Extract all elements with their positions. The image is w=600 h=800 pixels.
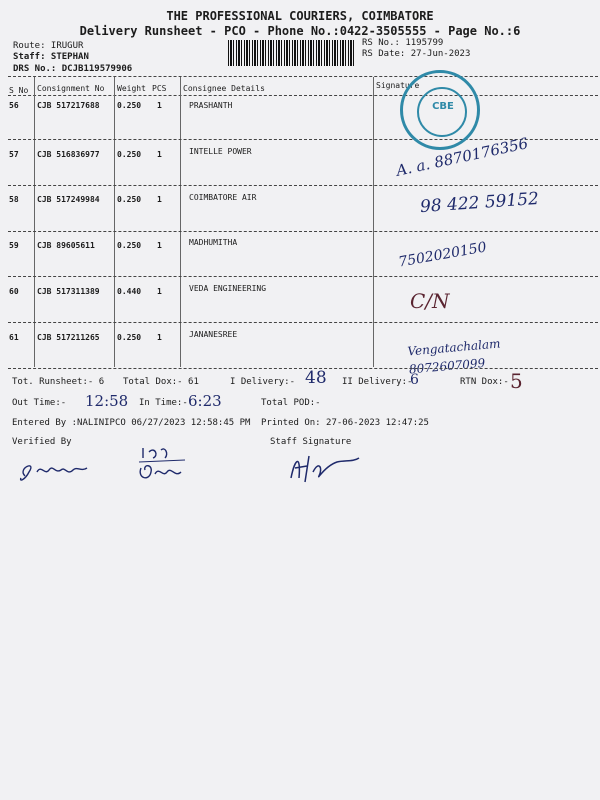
row-consignment: CJB 517211265 [37, 333, 100, 342]
row-weight: 0.440 [117, 287, 142, 296]
entered-by: Entered By :NALINIPCO 06/27/2023 12:58:45 PM [12, 418, 251, 428]
verifier-signature [15, 448, 105, 488]
in-time-label: In Time:- [139, 398, 188, 408]
staff-signature-label: Staff Signature [270, 437, 352, 447]
row-pcs: 1 [157, 150, 162, 159]
row-signature: C/N [410, 289, 450, 313]
i-delivery-value: 48 [305, 368, 327, 388]
row-pcs: 1 [157, 241, 162, 250]
verified-by-label: Verified By [12, 437, 72, 447]
row-consignment: CJB 517217688 [37, 101, 100, 110]
col-pcs: PCS [152, 84, 167, 93]
row-rule [8, 322, 598, 323]
total-dox: Total Dox:- 61 [123, 377, 199, 387]
in-time-value: 6:23 [188, 392, 222, 410]
row-signature: 98 422 59152 [419, 188, 540, 218]
row-weight: 0.250 [117, 150, 142, 159]
rs-date: RS Date: 27-Jun-2023 [362, 49, 471, 59]
ii-delivery-value: 6 [410, 372, 419, 388]
total-runsheet: Tot. Runsheet:- 6 [12, 377, 105, 387]
row-consignment: CJB 517249984 [37, 195, 100, 204]
row-sno: 61 [9, 333, 19, 342]
i-delivery-label: I Delivery:- [230, 377, 296, 387]
row-weight: 0.250 [117, 333, 142, 342]
row-pcs: 1 [157, 101, 162, 110]
total-pod: Total POD:- [261, 398, 321, 408]
document-subtitle: Delivery Runsheet - PCO - Phone No.:0422-3505555 - Page No.:6 [79, 24, 521, 38]
row-consignment: CJB 517311389 [37, 287, 100, 296]
col-signature: Signature [376, 81, 420, 90]
row-sno: 60 [9, 287, 19, 296]
row-sno: 57 [9, 150, 19, 159]
drs-number: DRS No.: DCJB119579906 [13, 64, 133, 74]
row-weight: 0.250 [117, 101, 142, 110]
row-consignee: INTELLE POWER [189, 147, 252, 156]
rtn-dox-label: RTN Dox:- [460, 377, 509, 387]
barcode [228, 40, 356, 66]
staff-label: Staff: STEPHAN [13, 52, 89, 62]
row-consignee: COIMBATORE AIR [189, 193, 257, 202]
row-consignment: CJB 516836977 [37, 150, 100, 159]
row-sno: 56 [9, 101, 19, 110]
row-sno: 58 [9, 195, 19, 204]
row-pcs: 1 [157, 287, 162, 296]
row-consignee: MADHUMITHA [189, 238, 238, 247]
col-divider [180, 77, 181, 367]
row-signature: A. a. 8870176356 [394, 134, 530, 180]
route-label: Route: IRUGUR [13, 41, 84, 51]
stamp-text: CBE [432, 101, 454, 112]
out-time-label: Out Time:- [12, 398, 67, 408]
row-consignee: VEDA ENGINEERING [189, 284, 267, 293]
ii-delivery-label: II Delivery:- [342, 377, 413, 387]
row-rule [8, 276, 598, 277]
rs-number: RS No.: 1195799 [362, 38, 444, 48]
col-sno: S No [9, 86, 29, 95]
row-rule [8, 185, 598, 186]
rtn-dox-value: 5 [510, 369, 523, 393]
row-pcs: 1 [157, 333, 162, 342]
col-divider [34, 77, 35, 367]
company-seal-stamp [400, 70, 480, 150]
col-consignment: Consignment No [37, 84, 105, 93]
staff-signature [285, 448, 365, 488]
document-title: THE PROFESSIONAL COURIERS, COIMBATORE [166, 9, 434, 23]
col-divider [114, 77, 115, 367]
row-consignee: JANANESREE [189, 330, 238, 339]
row-sno: 59 [9, 241, 19, 250]
row-consignment: CJB 89605611 [37, 241, 95, 250]
col-divider [373, 77, 374, 367]
row-signature: Vengatachalam 8072607099 [406, 336, 501, 377]
out-time-value: 12:58 [85, 392, 129, 410]
row-consignee: PRASHANTH [189, 101, 233, 110]
row-weight: 0.250 [117, 195, 142, 204]
table-top-rule [8, 76, 598, 77]
row-pcs: 1 [157, 195, 162, 204]
verifier-initials-signature [135, 438, 195, 486]
row-signature: 7502020150 [397, 239, 488, 271]
col-weight: Weight [117, 84, 146, 93]
col-consignee: Consignee Details [183, 84, 265, 93]
row-weight: 0.250 [117, 241, 142, 250]
table-header-rule [8, 95, 598, 96]
printed-on: Printed On: 27-06-2023 12:47:25 [261, 418, 429, 428]
row-rule [8, 231, 598, 232]
